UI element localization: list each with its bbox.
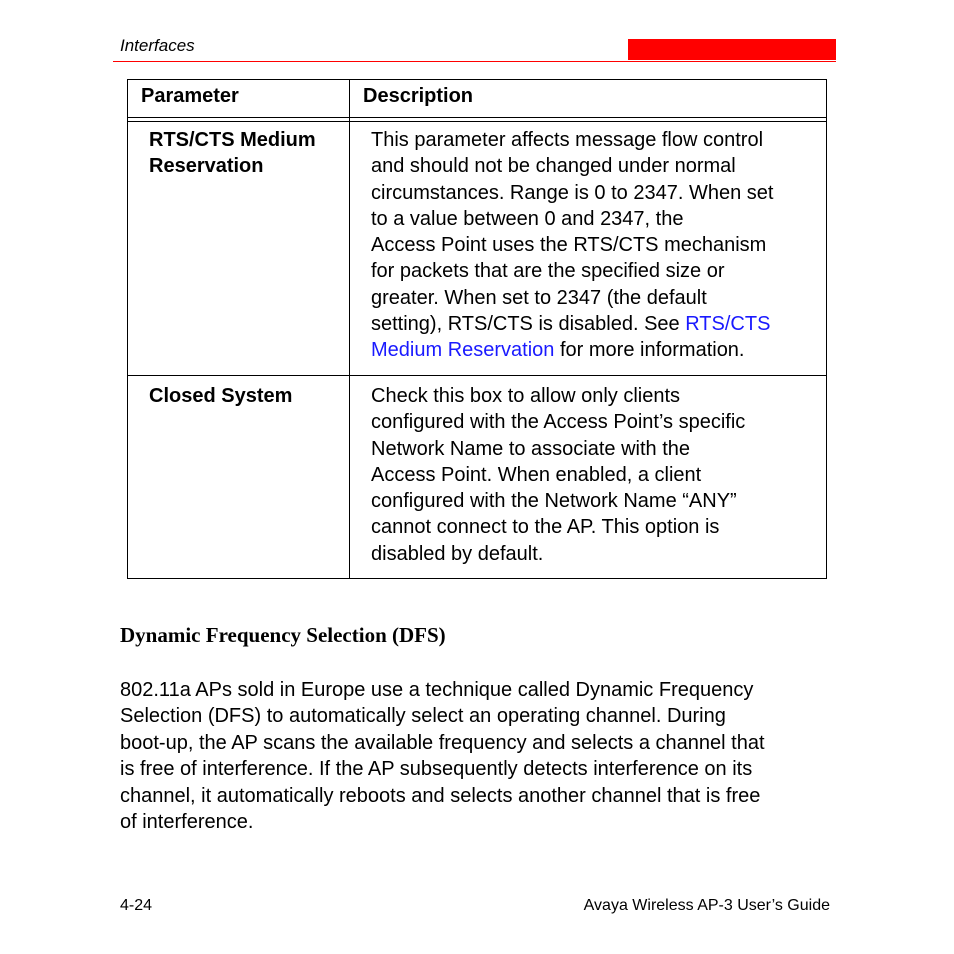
- paragraph-line: 802.11a APs sold in Europe use a technique called Dynamic Frequency: [120, 679, 754, 701]
- table-header-rule-bottom: [127, 121, 827, 122]
- description-line: and should not be changed under normal: [371, 155, 736, 178]
- guide-title: Avaya Wireless AP-3 User’s Guide: [583, 897, 830, 914]
- header-rule: [113, 61, 836, 62]
- description-line: disabled by default.: [371, 542, 544, 565]
- page-number: 4-24: [120, 897, 153, 914]
- header-accent-bar: [628, 39, 836, 60]
- description-line: for packets that are the specified size or: [371, 260, 725, 283]
- rts-cts-link[interactable]: RTS/CTS: [685, 313, 771, 336]
- section-heading: Dynamic Frequency Selection (DFS): [120, 623, 446, 647]
- parameter-name-line: Reservation: [149, 155, 264, 178]
- table-header-rule-top: [127, 117, 827, 118]
- description-line: cannot connect to the AP. This option is: [371, 516, 720, 539]
- description-line: Access Point uses the RTS/CTS mechanism: [371, 234, 767, 257]
- paragraph-line: is free of interference. If the AP subsequently detects interference on its: [120, 758, 753, 781]
- table-row-parameter: [149, 383, 344, 409]
- description-text: for more information.: [554, 339, 745, 362]
- description-line: greater. When set to 2347 (the default: [371, 286, 707, 309]
- description-line: Check this box to allow only clients: [371, 385, 681, 407]
- description-line: [371, 337, 821, 363]
- description-line: configured with the Network Name “ANY”: [371, 490, 737, 513]
- paragraph-line: channel, it automatically reboots and selects another channel that is free: [120, 784, 761, 807]
- parameter-name-line: RTS/CTS Medium: [149, 129, 316, 151]
- description-line: Network Name to associate with the: [371, 437, 691, 460]
- table-column-divider: [349, 79, 350, 579]
- description-line: Access Point. When enabled, a client: [371, 463, 702, 486]
- description-line: circumstances. Range is 0 to 2347. When set: [371, 181, 774, 204]
- table-row-divider: [127, 375, 827, 376]
- body-paragraph: [120, 677, 835, 835]
- description-line: [371, 311, 821, 337]
- table-row-parameter: [149, 127, 344, 180]
- description-text: setting), RTS/CTS is disabled. See: [371, 313, 686, 336]
- description-line: configured with the Access Point’s specific: [371, 411, 746, 434]
- paragraph-line: of interference.: [120, 811, 254, 834]
- rts-cts-link[interactable]: Medium Reservation: [371, 339, 555, 362]
- table-row-description: [371, 383, 821, 567]
- running-header-title: Interfaces: [120, 36, 195, 55]
- paragraph-line: boot-up, the AP scans the available frequency and selects a channel that: [120, 731, 765, 754]
- description-line: to a value between 0 and 2347, the: [371, 207, 684, 230]
- description-line: This parameter affects message flow control: [371, 129, 764, 151]
- parameter-name-line: Closed System: [149, 385, 293, 407]
- column-header-description: Description: [363, 85, 474, 107]
- column-header-parameter: Parameter: [141, 85, 239, 107]
- paragraph-line: Selection (DFS) to automatically select an operating channel. During: [120, 705, 726, 728]
- table-row-description: [371, 127, 821, 364]
